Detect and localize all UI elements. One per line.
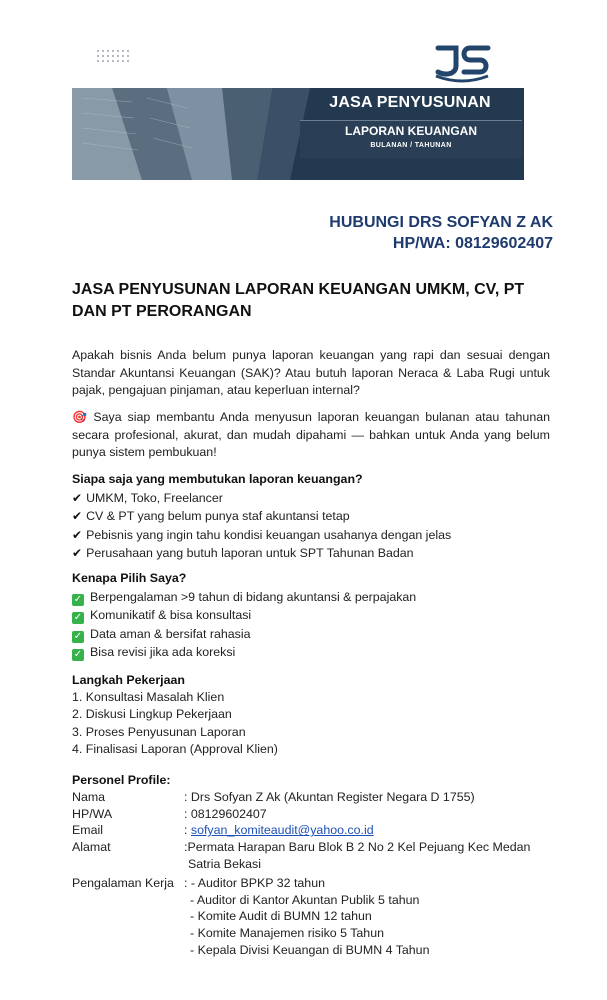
banner-subtitle: LAPORAN KEUANGAN [345,124,477,138]
contact-phone: HP/WA: 08129602407 [392,235,553,252]
profile-row-alamat: Alamat :Permata Harapan Baru Blok B 2 No 2 Kel Pejuang Kec Medan Satria Bekasi [72,840,531,871]
offer-paragraph [72,409,550,462]
buildings-image [72,88,317,180]
list-item: 2. Diskusi Lingkup Pekerjaan [72,707,232,722]
who-section [72,470,552,563]
list-item: ✓ Komunikatif & bisa konsultasi [73,608,252,624]
list-item: ✔ Pebisnis yang ingin tahu kondisi keuangan usahanya dengan jelas [72,527,452,542]
list-item: : - Auditor BPKP 32 tahun [184,875,325,890]
why-heading: Kenapa Pilih Saya? [72,571,187,585]
banner-subtitle-period: BULANAN / TAHUNAN [370,142,452,149]
list-item: 3. Proses Penyusunan Laporan [72,724,246,739]
check-box-icon: ✓ [73,649,83,661]
check-box-icon: ✓ [73,593,83,605]
list-item: 1. Konsultasi Masalah Klien [72,690,225,705]
list-item: 4. Finalisasi Laporan (Approval Klien) [72,741,278,756]
target-icon: 🎯 [72,410,90,424]
profile-section [72,772,552,959]
header-banner [72,36,524,176]
list-item: - Auditor di Kantor Akuntan Publik 5 tahun [190,892,420,907]
steps-heading: Langkah Pekerjaan [72,673,185,687]
list-item: ✓ Berpengalaman >9 tahun di bidang akuntansi & perpajakan [73,589,417,605]
list-item: ✔ UMKM, Toko, Freelancer [72,490,223,505]
contact-name: HUBUNGI DRS SOFYAN Z AK [329,214,553,231]
offer-text: Saya siap membantu Anda menyusun laporan keuangan bulanan atau tahunan secara profesional, akurat, dan mudah dipahami — bahkan untuk Anda yang belum punya sistem pembukuan! [72,410,550,459]
profile-row-email: Email : sofyan_komiteaudit@yahoo.co.id [72,823,374,838]
checkmark-icon: ✔ [72,490,83,505]
checkmark-icon: ✔ [72,527,83,542]
checkmark-icon: ✔ [72,546,83,561]
list-item: ✔ CV & PT yang belum punya staf akuntansi tetap [72,509,350,524]
list-item: ✓ Data aman & bersifat rahasia [73,626,251,642]
check-box-icon: ✓ [73,630,83,642]
check-box-icon: ✓ [73,612,83,624]
page-title: JASA PENYUSUNAN LAPORAN KEUANGAN UMKM, CV, PT DAN PT PERORANGAN [72,281,525,320]
list-item: ✓ Bisa revisi jika ada koreksi [73,645,236,661]
dot-grid-icon [96,49,130,63]
who-heading: Siapa saja yang membutukan laporan keuangan? [72,472,363,486]
banner-title: JASA PENYUSUNAN [329,94,491,111]
list-item: ✔ Perusahaan yang butuh laporan untuk SPT Tahunan Badan [72,546,414,561]
intro-paragraph: Apakah bisnis Anda belum punya laporan keuangan yang rapi dan sesuai dengan Standar Akuntansi Keuangan (SAK)? Atau butuh laporan Neraca & Laba Rugi untuk pajak, pengajuan pinjaman, atau keperluan internal? [72,348,550,397]
profile-row-nama: Nama : Drs Sofyan Z Ak (Akuntan Register Negara D 1755) [72,789,475,804]
email-link[interactable]: sofyan_komiteaudit@yahoo.co.id [190,823,374,838]
list-item: - Komite Audit di BUMN 12 tahun [190,909,372,924]
list-item: - Kepala Divisi Keuangan di BUMN 4 Tahun [190,942,430,957]
profile-row-experience: Pengalaman Kerja : - Auditor BPKP 32 tahun - Auditor di Kantor Akuntan Publik 5 tahun - Komite Audit di BUMN 12 tahun - Komite Manajemen risiko 5 Tahun - Kepala Divisi Keuangan di BUMN 4 Tahun [72,875,552,959]
checkmark-icon: ✔ [72,509,83,524]
profile-heading: Personel Profile: [72,773,171,787]
why-section [72,569,552,662]
js-logo-icon [430,42,494,84]
profile-row-hp: HP/WA : 08129602407 [72,806,267,821]
list-item: - Komite Manajemen risiko 5 Tahun [190,926,384,941]
contact-block [329,212,553,254]
steps-section [72,672,552,758]
